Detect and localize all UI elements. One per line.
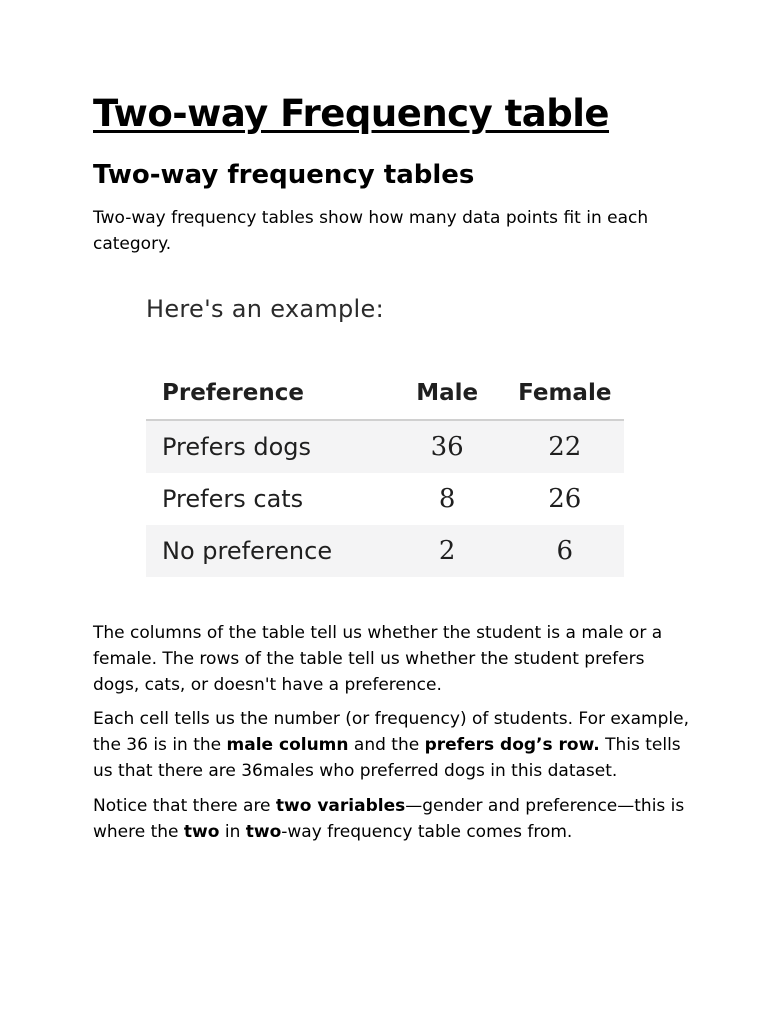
column-header-female: Female xyxy=(506,367,624,420)
table-row xyxy=(146,473,624,525)
row-label: Prefers dogs xyxy=(146,420,389,473)
cell-male: 2 xyxy=(389,525,506,577)
bold-text: prefers dog’s row. xyxy=(424,735,600,755)
cell-male: 36 xyxy=(389,420,506,473)
document-title: Two-way Frequency table xyxy=(93,92,610,135)
text-span: and the xyxy=(348,735,425,755)
cell-male: 8 xyxy=(438,484,456,514)
bold-text: two xyxy=(183,822,220,842)
table-row xyxy=(146,420,624,473)
bold-text: two xyxy=(245,822,282,842)
example-heading: Here's an example: xyxy=(146,295,384,323)
cell-female: 22 xyxy=(506,420,624,473)
table-header-row xyxy=(146,367,624,420)
table-row xyxy=(146,525,624,577)
text-span: This tells us that there are 36males who preferred dogs in this dataset. xyxy=(93,735,681,781)
row-label: No preference xyxy=(146,525,389,577)
cell-female: 6 xyxy=(506,525,624,577)
text-span: in xyxy=(219,822,246,842)
paragraph-cell-meaning xyxy=(93,706,693,784)
bold-text: male column xyxy=(226,735,349,755)
paragraph-two-variables xyxy=(93,793,693,845)
frequency-table xyxy=(146,367,624,577)
column-header-preference: Preference xyxy=(146,367,389,420)
text-span: Each cell tells us the number (or frequency) of students. For example, the 36 is in the xyxy=(93,709,689,755)
paragraph-columns-rows: The columns of the table tell us whether the student is a male or a female. The rows of the table tell us whether the student prefers dogs, cats, or doesn't have a preference. xyxy=(93,623,663,695)
example-table-image xyxy=(140,285,630,585)
section-heading: Two-way frequency tables xyxy=(93,160,475,190)
row-label: Prefers cats xyxy=(162,485,304,513)
cell-female: 26 xyxy=(548,484,582,514)
text-span: -way frequency table comes from. xyxy=(281,822,573,842)
text-span: —gender and preference—this is where the xyxy=(93,796,685,842)
text-span: Notice that there are xyxy=(93,796,276,816)
intro-paragraph: Two-way frequency tables show how many data points fit in each category. xyxy=(93,208,649,254)
bold-text: two variables xyxy=(275,796,406,816)
column-header-male: Male xyxy=(389,367,506,420)
